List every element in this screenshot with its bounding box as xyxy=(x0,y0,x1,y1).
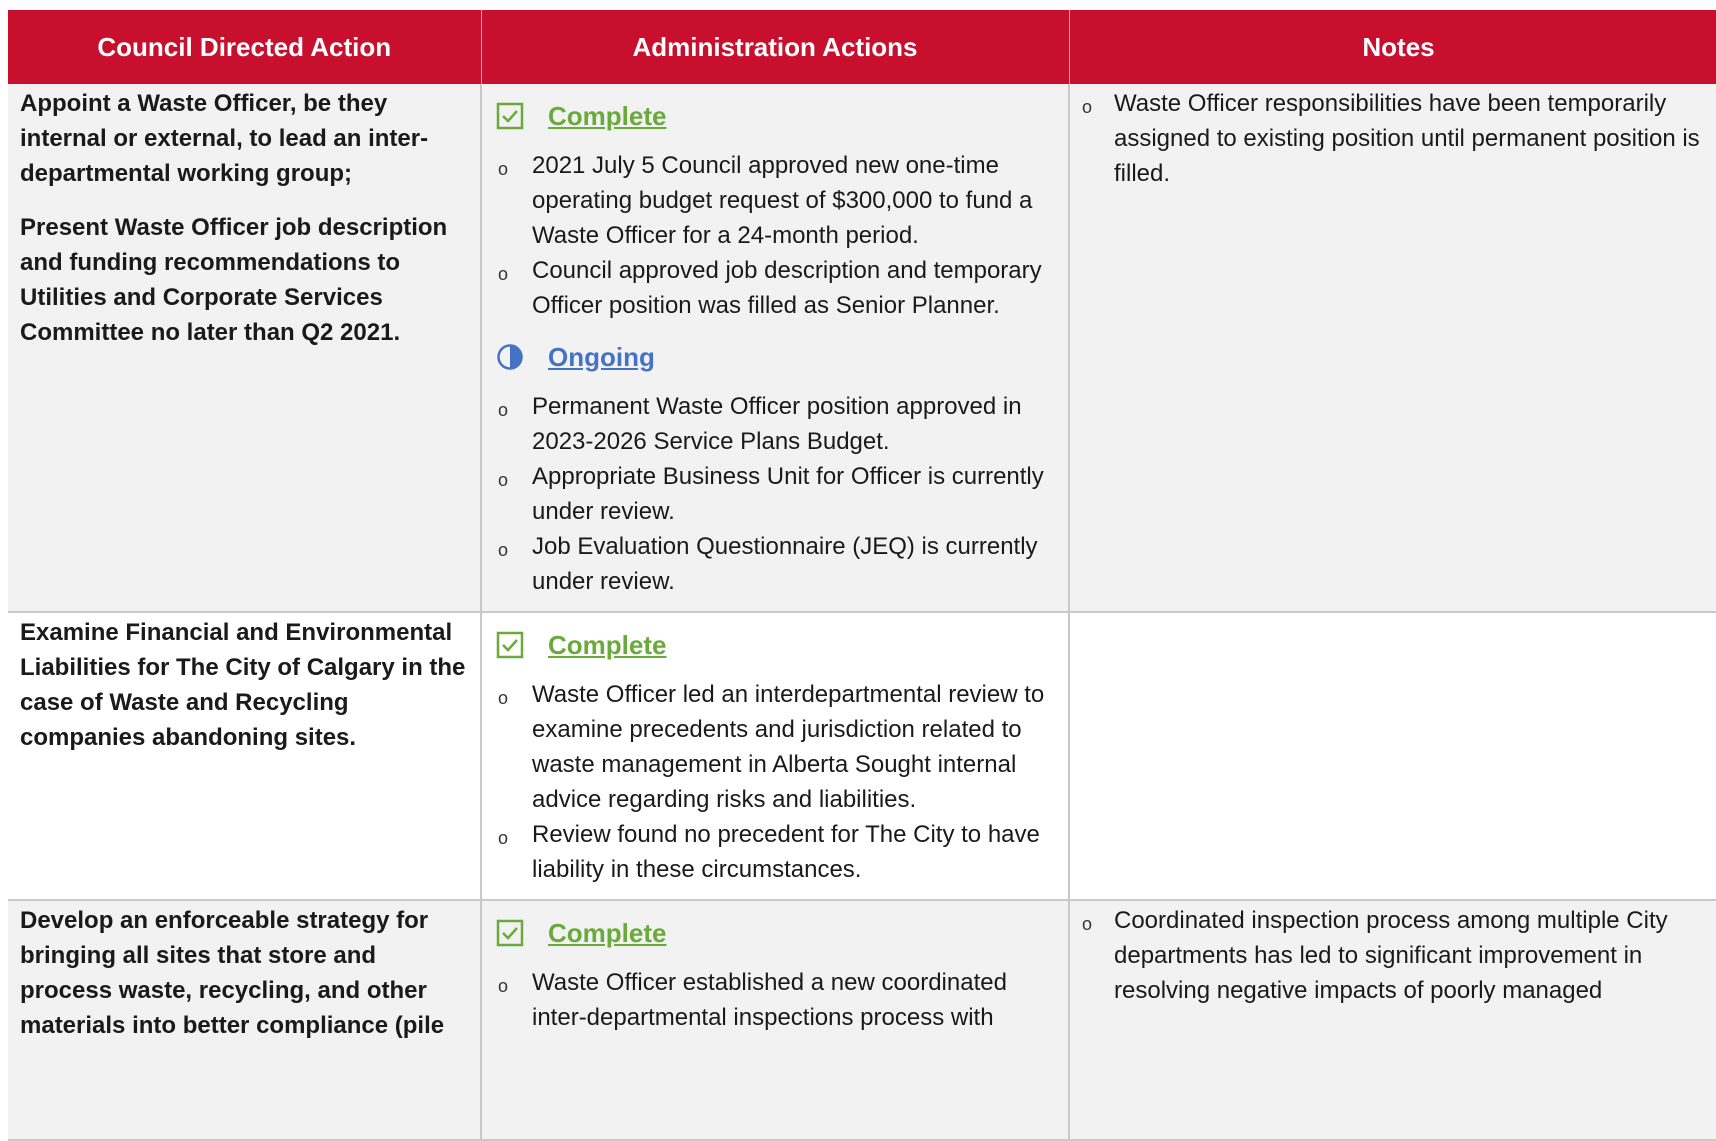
council-action-text: Examine Financial and Environmental Liabilities for The City of Calgary in the case of Waste and Recycling companies abandoning sites. xyxy=(20,619,466,751)
actions-table xyxy=(8,10,1716,1141)
council-action-text: Present Waste Officer job description and funding recommendations to Utilities and Corporate Services Committee no later than Q2 2021. xyxy=(20,214,448,346)
list-item: o Coordinated inspection process among multiple City departments has led to significant improvement in resolving negative impacts of poorly managed xyxy=(1080,903,1711,1008)
notes-list xyxy=(1080,903,1711,1008)
header-administration-actions: Administration Actions xyxy=(481,10,1069,84)
checkbox-check-icon xyxy=(496,631,524,659)
checkbox-check-icon xyxy=(496,102,524,130)
list-item: o Waste Officer established a new coordinated inter-departmental inspections process with xyxy=(496,965,1054,1035)
list-item: o Appropriate Business Unit for Officer is currently under review. xyxy=(496,459,1054,529)
notes-list xyxy=(1080,86,1711,191)
status-complete xyxy=(496,911,1054,955)
table-header-row xyxy=(8,10,1716,84)
notes-cell xyxy=(1069,84,1716,612)
list-item: o Review found no precedent for The City to have liability in these circumstances. xyxy=(496,817,1054,887)
list-item: o Waste Officer responsibilities have been temporarily assigned to existing position until permanent position is filled. xyxy=(1080,86,1711,191)
header-notes: Notes xyxy=(1069,10,1716,84)
administration-actions-cell xyxy=(481,84,1069,612)
list-item: o Waste Officer led an interdepartmental review to examine precedents and jurisdiction related to waste management in Alberta Sought internal advice regarding risks and liabilities. xyxy=(496,677,1054,817)
complete-list xyxy=(496,677,1054,887)
table-row xyxy=(8,612,1716,900)
status-label: Ongoing xyxy=(548,341,655,372)
list-item: o Permanent Waste Officer position approved in 2023-2026 Service Plans Budget. xyxy=(496,389,1054,459)
administration-actions-cell xyxy=(481,612,1069,900)
council-action-cell xyxy=(8,612,481,900)
header-council-directed-action: Council Directed Action xyxy=(8,10,481,84)
council-action-cell xyxy=(8,900,481,1140)
checkbox-check-icon xyxy=(496,919,524,947)
half-circle-icon xyxy=(496,343,524,371)
table-row xyxy=(8,900,1716,1140)
notes-cell xyxy=(1069,900,1716,1140)
notes-cell xyxy=(1069,612,1716,900)
council-action-text: Appoint a Waste Officer, be they internal or external, to lead an inter-departmental working group; xyxy=(20,90,429,187)
status-ongoing xyxy=(496,335,1054,379)
list-item: o Job Evaluation Questionnaire (JEQ) is currently under review. xyxy=(496,529,1054,599)
council-action-text: Develop an enforceable strategy for bringing all sites that store and process waste, recycling, and other materials into better compliance (pile xyxy=(20,907,445,1039)
list-item: o 2021 July 5 Council approved new one-time operating budget request of $300,000 to fund a Waste Officer for a 24-month period. xyxy=(496,148,1054,253)
complete-list xyxy=(496,148,1054,323)
table-row xyxy=(8,84,1716,612)
status-label: Complete xyxy=(548,100,667,131)
ongoing-list xyxy=(496,389,1054,599)
status-complete xyxy=(496,94,1054,138)
status-label: Complete xyxy=(548,629,667,660)
status-complete xyxy=(496,623,1054,667)
status-label: Complete xyxy=(548,917,667,948)
complete-list xyxy=(496,965,1054,1035)
list-item: o Council approved job description and temporary Officer position was filled as Senior Planner. xyxy=(496,253,1054,323)
council-action-cell xyxy=(8,84,481,612)
administration-actions-cell xyxy=(481,900,1069,1140)
